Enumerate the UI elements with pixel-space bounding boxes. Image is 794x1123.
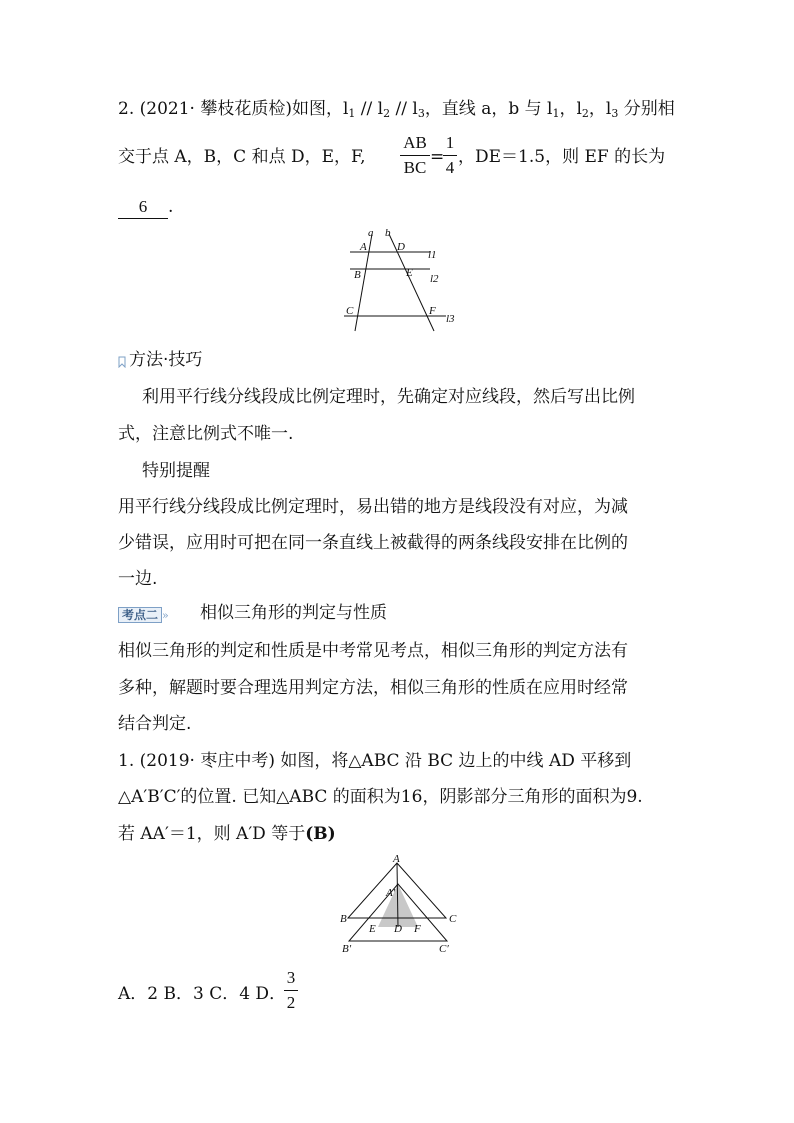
problem1-line2: △A′B′C′的位置. 已知△ABC 的面积为16，阴影部分三角形的面积为9. [118,787,643,807]
problem1-line3: 若 AA′＝1，则 A′D 等于(B) [118,824,336,844]
label-D: D [394,923,402,935]
section2-para-line3: 结合判定. [118,714,192,734]
section2-tag: 考点二 » [118,604,169,623]
double-chevron-icon: » [162,609,169,622]
bookmark-icon [118,353,126,365]
label-l1: l1 [428,249,437,261]
label-l3: l3 [446,313,455,325]
problem1-line1: 1. (2019· 枣庄中考) 如图，将△ABC 沿 BC 边上的中线 AD 平移到 [118,751,632,771]
answer-choice: (B) [305,824,336,844]
label-A-prime: A′ [386,887,396,899]
label-b: b [385,227,391,239]
choice-d-fraction: 3 2 [284,968,298,1013]
fraction-ab-bc: AB BC [400,133,430,178]
label-C: C [346,305,354,317]
label-l2: l2 [430,273,439,285]
fraction-one-quarter: 1 4 [443,133,457,178]
method-para2-line1: 用平行线分线段成比例定理时，易出错的地方是线段没有对应，为减 [118,497,628,517]
label-E: E [369,923,376,935]
problem2-answer-line: 6 . [118,196,173,219]
section2-para-line1: 相似三角形的判定和性质是中考常见考点，相似三角形的判定方法有 [118,641,628,661]
label-B-prime: B′ [342,943,352,955]
method-heading: 方法·技巧 [129,350,203,370]
label-C: C [449,913,457,925]
label-F: F [429,305,436,317]
label-C-prime: C′ [439,943,449,955]
method-para1-line1: 利用平行线分线段成比例定理时，先确定对应线段，然后写出比例 [142,387,635,407]
label-A: A [360,241,367,253]
reminder-heading: 特别提醒 [142,461,210,481]
section2-title: 相似三角形的判定与性质 [200,603,387,623]
problem1-choices: A．2 B．3 C．4 D． [118,984,287,1004]
fraction-bar [443,155,457,156]
method-para1-line2: 式，注意比例式不唯一. [118,424,294,444]
label-B: B [354,269,361,281]
fraction-bar [400,155,430,156]
triangle-translation-figure [336,854,466,958]
label-B: B [340,913,347,925]
method-para2-line2: 少错误，应用时可把在同一条直线上被截得的两条线段安排在比例的 [118,533,628,553]
parallel-lines-figure [336,226,460,332]
problem2-line1: 2. (2021· 攀枝花质检)如图，$l_1 // l_2 // l_3$，直线 a，b 与 $l_1$，$l_2$，$l_3$ 分别相 [118,99,675,120]
equals-sign: = [430,147,445,167]
fraction-bar [284,990,298,991]
problem2-line2-start: 交于点 A，B，C 和点 D，E，F, [118,147,366,167]
label-F: F [414,923,421,935]
label-E: E [406,267,413,279]
label-a: a [368,227,374,239]
section2-para-line2: 多种，解题时要合理选用判定方法，相似三角形的性质在应用时经常 [118,678,628,698]
problem2-line2-end: ，DE＝1.5，则 EF 的长为 [458,147,666,167]
method-para2-line3: 一边. [118,569,158,589]
label-A: A [393,854,400,865]
label-D: D [397,241,405,253]
answer-blank: 6 [118,196,168,219]
